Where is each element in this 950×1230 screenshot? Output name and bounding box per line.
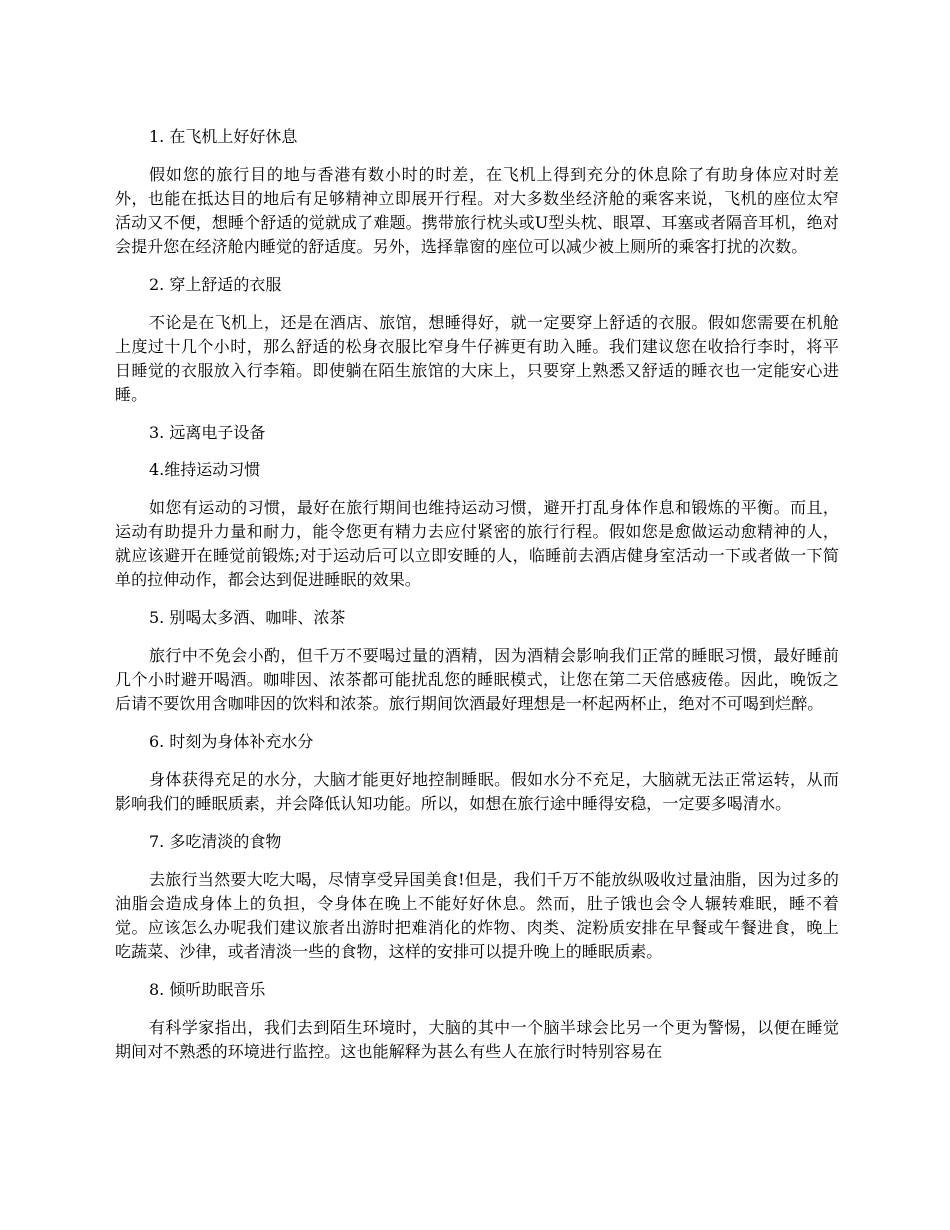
section-6-paragraph: 身体获得充足的水分，大脑才能更好地控制睡眠。假如水分不充足，大脑就无法正常运转，从而影响我们的睡眠质素，并会降低认知功能。所以，如想在旅行途中睡得安稳，一定要多喝清水。	[115, 770, 839, 813]
section-7-paragraph: 去旅行当然要大吃大喝，尽情享受异国美食!但是，我们千万不能放纵吸收过量油脂，因为过多的油脂会造成身体上的负担，令身体在晚上不能好好休息。然而，肚子饿也会令人辗转难眠，睡不着觉。应该怎么办呢我们建议旅者出游时把难消化的炸物、肉类、淀粉质安排在早餐或午餐进食，晚上吃蔬菜、沙律，或者清淡一些的食物，这样的安排可以提升晚上的睡眠质素。	[115, 870, 839, 961]
section-1-paragraph: 假如您的旅行目的地与香港有数小时的时差，在飞机上得到充分的休息除了有助身体应对时差外，也能在抵达目的地后有足够精神立即展开行程。对大多数坐经济舱的乘客来说，飞机的座位太窄活动又不便，想睡个舒适的觉就成了难题。携带旅行枕头或U型头枕、眼罩、耳塞或者隔音耳机，绝对会提升您在经济舱内睡觉的舒适度。另外，选择靠窗的座位可以减少被上厕所的乘客打扰的次数。	[115, 165, 839, 256]
section-2-paragraph: 不论是在飞机上，还是在酒店、旅馆，想睡得好，就一定要穿上舒适的衣服。假如您需要在机舱上度过十几个小时，那么舒适的松身衣服比窄身牛仔裤更有助入睡。我们建议您在收拾行李时，将平日睡觉的衣服放入行李箱。即使躺在陌生旅馆的大床上，只要穿上熟悉又舒适的睡衣也一定能安心进睡。	[115, 313, 839, 404]
section-6-heading: 6. 时刻为身体补充水分	[149, 732, 314, 751]
document-content	[115, 126, 839, 1064]
section-7-heading: 7. 多吃清淡的食物	[149, 832, 282, 851]
section-5-heading: 5. 别喝太多酒、咖啡、浓茶	[149, 608, 346, 627]
section-5-paragraph: 旅行中不免会小酌，但千万不要喝过量的酒精，因为酒精会影响我们正常的睡眠习惯，最好睡前几个小时避开喝酒。咖啡因、浓茶都可能扰乱您的睡眠模式，让您在第二天倍感疲倦。因此，晚饭之后请不要饮用含咖啡因的饮料和浓茶。旅行期间饮酒最好理想是一杯起两杯止，绝对不可喝到烂醉。	[115, 646, 839, 713]
section-3-heading: 3. 远离电子设备	[149, 423, 266, 442]
section-2-heading: 2. 穿上舒适的衣服	[149, 275, 282, 294]
section-8-heading: 8. 倾听助眠音乐	[149, 980, 266, 999]
section-1-heading: 1. 在飞机上好好休息	[149, 127, 298, 146]
section-8-paragraph: 有科学家指出，我们去到陌生环境时，大脑的其中一个脑半球会比另一个更为警惕，以便在睡觉期间对不熟悉的环境进行监控。这也能解释为甚么有些人在旅行时特别容易在	[115, 1018, 839, 1061]
section-4-heading: 4.维持运动习惯	[149, 460, 261, 479]
section-4-paragraph: 如您有运动的习惯，最好在旅行期间也维持运动习惯，避开打乱身体作息和锻炼的平衡。而且，运动有助提升力量和耐力，能令您更有精力去应付紧密的旅行行程。假如您是愈做运动愈精神的人，就应该避开在睡觉前锻炼;对于运动后可以立即安睡的人，临睡前去酒店健身室活动一下或者做一下简单的拉伸动作，都会达到促进睡眠的效果。	[115, 498, 839, 589]
